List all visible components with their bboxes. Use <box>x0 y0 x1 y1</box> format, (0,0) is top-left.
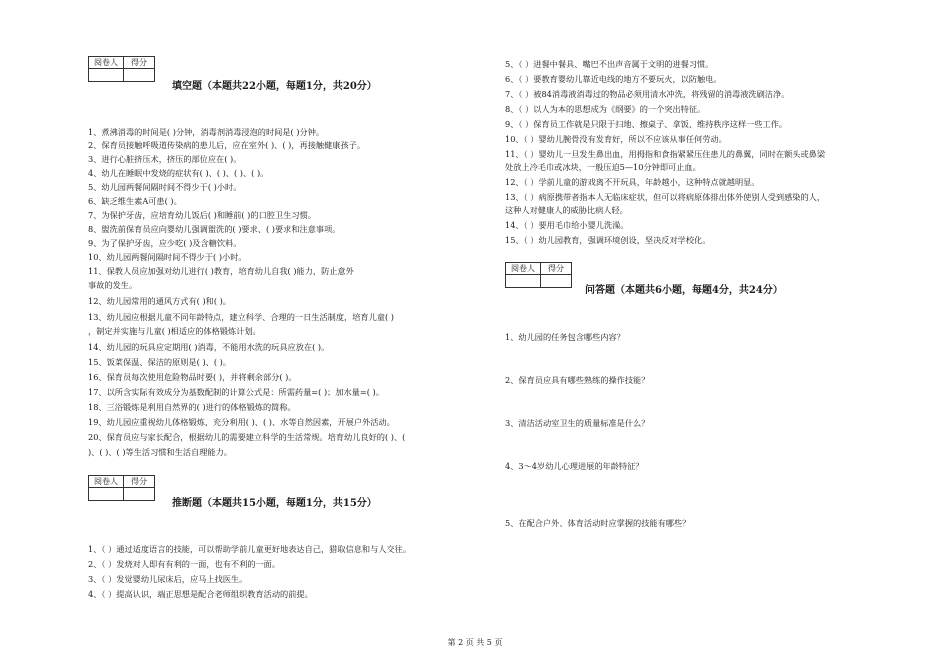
score-label: 得分 <box>124 476 155 488</box>
fill-blank-item: )、( )、( )等生活习惯和生活自理能力。 <box>88 447 232 457</box>
true-false-item: 11、（ ）婴幼儿一旦发生鼻出血，用拇指和食指紧紧压住患儿的鼻翼，同时在额头或鼻梁 <box>505 149 826 159</box>
true-false-item: 12、（ ）学前儿童的游戏离不开玩具，年龄越小，这种特点就越明显。 <box>505 177 760 187</box>
fill-blank-item: 9、为了保护牙齿，应少吃( )及含糖饮料。 <box>88 238 242 248</box>
fill-blank-item: 1、煮沸消毒的时间是( )分钟，消毒剂消毒浸泡的时间是( )分钟。 <box>88 127 325 137</box>
true-false-item: 2、（ ）发烧对人即有有利的一面，也有不利的一面。 <box>88 559 281 569</box>
grader-cell[interactable] <box>89 488 124 501</box>
true-false-item: 8、（ ）以人为本的思想成为《纲要》的一个突出特征。 <box>505 104 706 114</box>
true-false-item: 4、（ ）提高认识，端正思想是配合老师组织教育活动的前提。 <box>88 589 313 599</box>
score-cell[interactable] <box>124 488 155 501</box>
qa-item: 5、在配合户外、体育活动时应掌握的技能有哪些？ <box>505 518 691 528</box>
fill-blank-item: 19、幼儿园应重视幼儿体格锻炼，充分利用( )、( )、水等自然因素，开展户外活动。 <box>88 417 395 427</box>
fill-blank-item: 7、为保护牙齿，应培育幼儿饭后( )和睡前( )的口腔卫生习惯。 <box>88 210 316 220</box>
fill-blank-item: 事故的发生。 <box>88 280 138 290</box>
score-label: 得分 <box>124 57 155 69</box>
fill-blank-item: 11、保教人员应加强对幼儿进行( )教育，培育幼儿自我( )能力，防止意外 <box>88 266 354 276</box>
fill-blank-item: 12、幼儿园常用的通风方式有( )和( )。 <box>88 296 232 306</box>
score-cell[interactable] <box>124 69 155 82</box>
fill-blank-item: 6、缺乏维生素A可患( )。 <box>88 196 182 206</box>
true-false-item: 13、（ ）病原携带者指本人无临床症状，但可以将病原体排出体外使别人受到感染的人， <box>505 192 826 202</box>
fill-blank-item: 14、幼儿园的玩具应定期用( )消毒，不能用水洗的玩具应放在( )。 <box>88 342 330 352</box>
fill-blank-item: 13、幼儿园应根据儿童不同年龄特点，建立科学、合理的一日生活制度，培育儿童( ) <box>88 312 394 322</box>
grader-cell[interactable] <box>89 69 124 82</box>
fill-blank-item: 18、三浴锻炼是利用自然界的( )进行的体格锻炼的简称。 <box>88 402 296 412</box>
true-false-item: 7、（ ）被84消毒液消毒过的物品必须用清水冲洗，将残留的消毒液洗刷洁净。 <box>505 89 790 99</box>
true-false-item: 6、（ ）要教育婴幼儿靠近电线的地方不要玩火，以防触电。 <box>505 74 722 84</box>
true-false-item: 5、（ ）进餐中餐具、嘴巴不出声音属于文明的进餐习惯。 <box>505 59 714 69</box>
true-false-item: 3、（ ）发觉婴幼儿尿床后，应马上找医生。 <box>88 574 248 584</box>
true-false-item: 9、（ ）保育员工作就是只限于扫地、擦桌子、拿饭、维持秩序这样一些工作。 <box>505 119 788 129</box>
true-false-title: 推断题（本题共15小题，每题1分，共15分） <box>172 498 377 509</box>
grader-label: 阅卷人 <box>506 263 541 275</box>
fill-blank-title: 填空题（本题共22小题，每题1分，共20分） <box>172 81 377 92</box>
true-false-item: 这种人对健康人的威胁比病人轻。 <box>505 205 628 215</box>
qa-title: 问答题（本题共6小题，每题4分，共24分） <box>585 285 783 296</box>
fill-blank-item: 16、保育员每次使用危险物品时要( )，并将剩余部分( )。 <box>88 372 297 382</box>
true-false-item: 14、（ ）要用毛巾给小婴儿洗澡。 <box>505 220 629 230</box>
grader-cell[interactable] <box>506 275 541 288</box>
score-cell[interactable] <box>541 275 572 288</box>
grader-label: 阅卷人 <box>89 57 124 69</box>
fill-blank-item: ，制定并实施与儿童( )相适应的体格锻炼计划。 <box>88 326 261 336</box>
score-label: 得分 <box>541 263 572 275</box>
score-table-qa <box>505 262 572 288</box>
true-false-item: 10、（ ）婴幼儿腕骨没有发育好，所以不应该从事任何劳动。 <box>505 134 727 144</box>
grader-label: 阅卷人 <box>89 476 124 488</box>
fill-blank-item: 3、进行心脏挤压术，挤压的部位应在( )。 <box>88 154 242 164</box>
true-false-item: 处放上冷毛巾或冰块，一般压迫5—10分钟即可止血。 <box>505 162 701 172</box>
qa-item: 1、幼儿园的任务包含哪些内容？ <box>505 332 625 342</box>
score-table-fill-blank <box>88 56 155 82</box>
true-false-item: 15、（ ）幼儿园教育，强调环境创设，坚决反对学校化。 <box>505 235 711 245</box>
fill-blank-item: 5、幼儿园两餐间隔时间不得少于( )小时。 <box>88 182 242 192</box>
fill-blank-item: 10、幼儿园两餐间隔时间不得少于( )小时。 <box>88 252 247 262</box>
page-number: 第 2 页 共 5 页 <box>447 638 503 647</box>
fill-blank-item: 8、盥洗前保育员应向婴幼儿强调盥洗的( )要求、( )要求和注意事项。 <box>88 224 341 234</box>
fill-blank-item: 4、幼儿在睡眠中发烧的症状有( )、( )、( )、( )。 <box>88 168 269 178</box>
fill-blank-item: 15、饭菜保温、保洁的原则是( )、( )。 <box>88 357 232 367</box>
score-table-true-false <box>88 475 155 501</box>
qa-item: 2、保育员应具有哪些熟练的操作技能？ <box>505 375 650 385</box>
fill-blank-item: 2、保育员接触呼吸道传染病的患儿后，应在室外( )、( )，再接触健康孩子。 <box>88 140 366 150</box>
qa-item: 4、3～4岁幼儿心理进展的年龄特征？ <box>505 461 644 471</box>
qa-item: 3、清洁活动室卫生的质量标准是什么？ <box>505 418 650 428</box>
true-false-item: 1、（ ）通过适度语言的技能，可以帮助学前儿童更好地表达自己，猎取信息和与人交往。 <box>88 544 412 554</box>
fill-blank-item: 17、以所含实际有效成分为基数配制的计算公式是：所需药量=( )；加水量=( )。 <box>88 387 384 397</box>
fill-blank-item: 20、保育员应与家长配合，根据幼儿的需要建立科学的生活常规。培育幼儿良好的( )、( <box>88 432 406 442</box>
